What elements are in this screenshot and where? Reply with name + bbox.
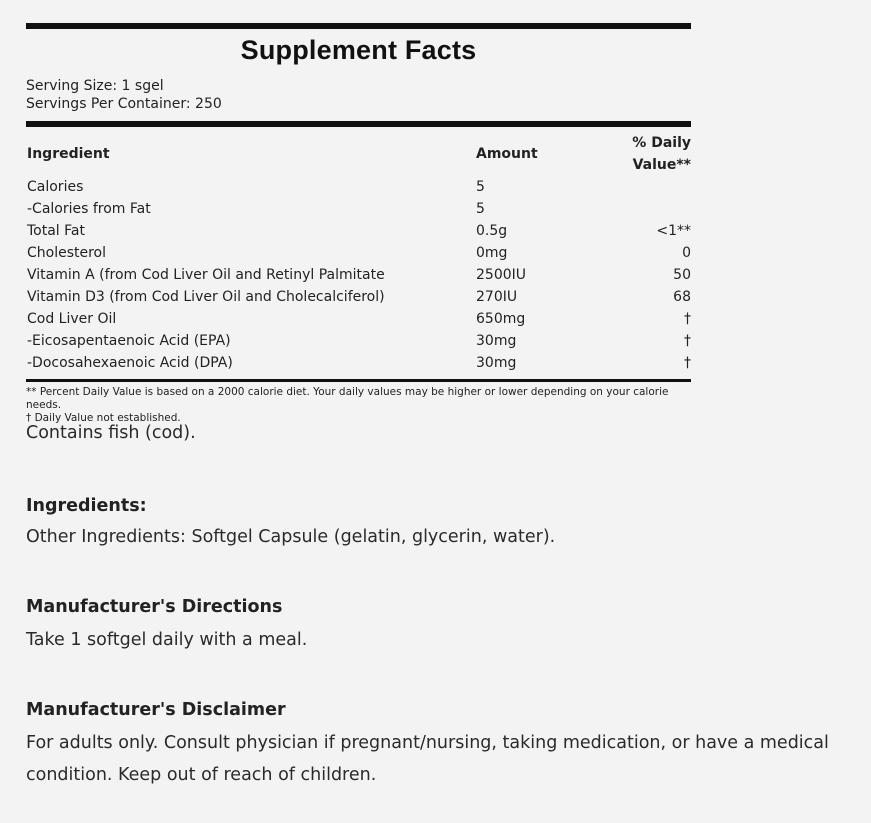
row-daily-value: † bbox=[684, 311, 691, 327]
disclaimer-heading: Manufacturer's Disclaimer bbox=[26, 700, 286, 720]
row-daily-value bbox=[588, 198, 691, 220]
disclaimer-text: For adults only. Consult physician if pregnant/nursing, taking medication, or have a medical condition. Keep out of reach of children. bbox=[26, 733, 829, 785]
facts-table bbox=[26, 132, 691, 374]
header-daily-value: % Daily Value** bbox=[632, 135, 691, 173]
row-amount: 5 bbox=[476, 179, 485, 195]
row-name: Cod Liver Oil bbox=[27, 311, 117, 327]
row-amount: 30mg bbox=[476, 333, 517, 349]
row-amount: 0.5g bbox=[476, 223, 508, 239]
row-daily-value bbox=[588, 176, 691, 198]
table-header-row bbox=[26, 132, 691, 176]
row-daily-value: 50 bbox=[673, 267, 691, 283]
row-name: -Eicosapentaenoic Acid (EPA) bbox=[27, 333, 231, 349]
ingredients-text: Other Ingredients: Softgel Capsule (gelatin, glycerin, water). bbox=[26, 527, 556, 547]
row-name: Total Fat bbox=[27, 223, 85, 239]
table-row bbox=[26, 286, 691, 308]
row-amount: 30mg bbox=[476, 355, 517, 371]
footnote-dagger: † Daily Value not established. bbox=[26, 412, 181, 424]
row-daily-value: 0 bbox=[682, 245, 691, 261]
table-row bbox=[26, 220, 691, 242]
middle-rule bbox=[26, 121, 691, 127]
header-ingredient: Ingredient bbox=[27, 146, 110, 162]
disclaimer-section bbox=[26, 697, 866, 791]
supplement-facts-panel bbox=[26, 23, 691, 425]
ingredients-section bbox=[26, 493, 866, 553]
product-details bbox=[26, 420, 866, 791]
row-name: -Docosahexaenoic Acid (DPA) bbox=[27, 355, 233, 371]
footnote-daily-value: ** Percent Daily Value is based on a 2000 calorie diet. Your daily values may be higher or lower depending on your calorie needs. bbox=[26, 386, 669, 411]
row-amount: 2500IU bbox=[476, 267, 527, 283]
facts-title: Supplement Facts bbox=[240, 35, 477, 65]
table-row bbox=[26, 352, 691, 374]
header-amount: Amount bbox=[476, 146, 538, 162]
row-amount: 5 bbox=[476, 201, 485, 217]
row-name: Cholesterol bbox=[27, 245, 107, 261]
bottom-rule bbox=[26, 379, 691, 382]
servings-per-container: Servings Per Container: 250 bbox=[26, 96, 222, 112]
row-daily-value: † bbox=[684, 333, 691, 349]
row-amount: 0mg bbox=[476, 245, 508, 261]
row-name: Vitamin D3 (from Cod Liver Oil and Cholecalciferol) bbox=[27, 289, 385, 305]
row-daily-value: † bbox=[684, 355, 691, 371]
row-amount: 270IU bbox=[476, 289, 518, 305]
allergen-statement: Contains fish (cod). bbox=[26, 423, 196, 443]
row-amount: 650mg bbox=[476, 311, 526, 327]
table-row bbox=[26, 176, 691, 198]
ingredients-heading: Ingredients: bbox=[26, 496, 147, 516]
directions-text: Take 1 softgel daily with a meal. bbox=[26, 630, 308, 650]
row-daily-value: <1** bbox=[656, 223, 691, 239]
serving-size: Serving Size: 1 sgel bbox=[26, 78, 164, 94]
table-row bbox=[26, 308, 691, 330]
serving-info bbox=[26, 77, 691, 113]
row-daily-value: 68 bbox=[673, 289, 691, 305]
table-row bbox=[26, 242, 691, 264]
directions-section bbox=[26, 594, 866, 656]
row-name: -Calories from Fat bbox=[27, 201, 151, 217]
table-row bbox=[26, 330, 691, 352]
directions-heading: Manufacturer's Directions bbox=[26, 597, 283, 617]
table-row bbox=[26, 198, 691, 220]
row-name: Vitamin A (from Cod Liver Oil and Retinyl Palmitate bbox=[27, 267, 385, 283]
row-name: Calories bbox=[27, 179, 84, 195]
table-row bbox=[26, 264, 691, 286]
top-rule bbox=[26, 23, 691, 29]
